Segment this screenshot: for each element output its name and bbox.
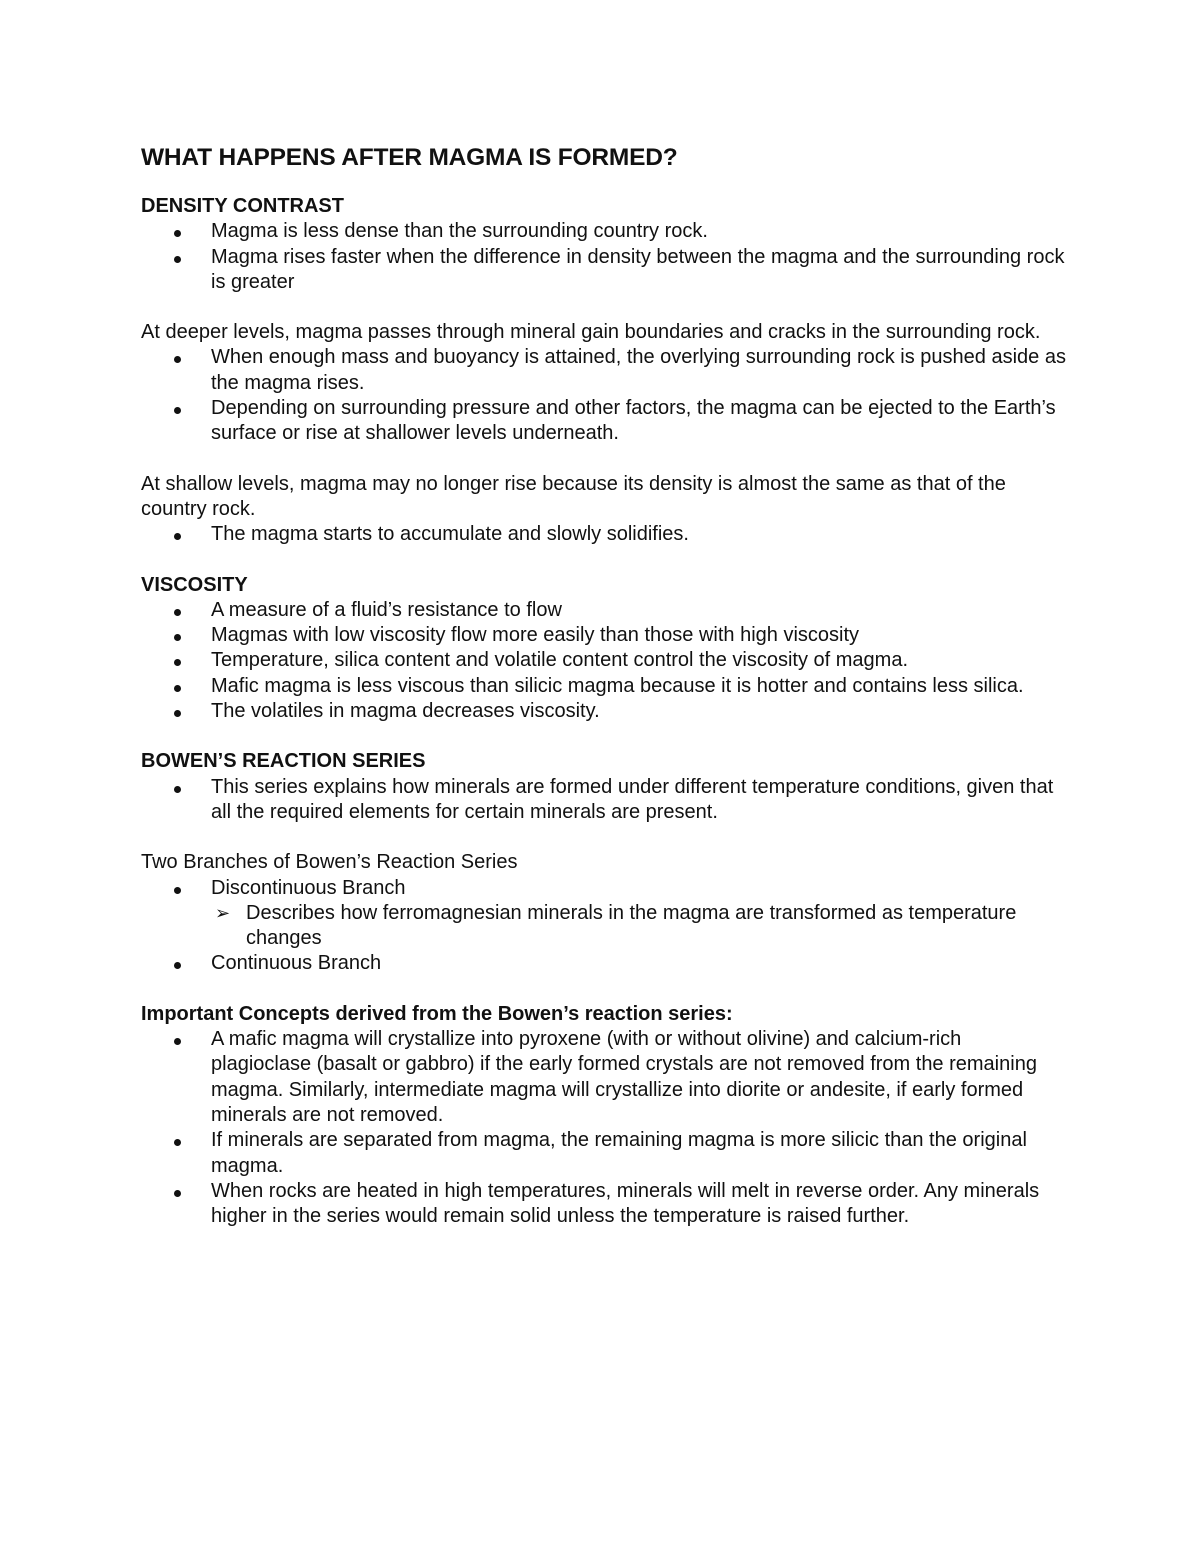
density-contrast-heading: DENSITY CONTRAST: [141, 195, 344, 217]
bowen-bullet-list: [141, 775, 1066, 826]
branches-bullet-list: [141, 876, 1066, 977]
list-item: The volatiles in magma decreases viscosity.: [141, 699, 1066, 724]
bullet-icon: [174, 1038, 181, 1045]
important-concepts-heading: Important Concepts derived from the Bowen’s reaction series:: [141, 1002, 733, 1025]
concepts-bullet-list: [141, 1027, 1066, 1229]
bowens-reaction-series-heading: BOWEN’S REACTION SERIES: [141, 750, 426, 773]
list-item: Mafic magma is less viscous than silicic magma because it is hotter and contains less silica.: [141, 674, 1066, 699]
bullet-icon: [174, 609, 181, 616]
deeper-levels-bullet-list: [141, 345, 1066, 446]
bullet-icon: [174, 230, 181, 237]
density-bullet-list: [141, 219, 1066, 295]
bullet-icon: [174, 407, 181, 414]
bullet-icon: [174, 962, 181, 969]
sub-list-item: ➢ Describes how ferromagnesian minerals in the magma are transformed as temperature changes: [215, 901, 1017, 950]
bullet-icon: [174, 634, 181, 641]
page-title: WHAT HAPPENS AFTER MAGMA IS FORMED?: [141, 144, 678, 171]
viscosity-bullet-list: [141, 598, 1066, 724]
bullet-icon: [174, 356, 181, 363]
list-item: Depending on surrounding pressure and other factors, the magma can be ejected to the Earth’s surface or rise at shallower levels underneath.: [141, 396, 1066, 447]
list-item: A mafic magma will crystallize into pyroxene (with or without olivine) and calcium-rich plagioclase (basalt or gabbro) if the early formed crystals are not removed from the remaining magma. Similarly, intermediate magma will crystallize into diorite or andesite, if early formed minerals are not removed.: [141, 1027, 1066, 1128]
document-page: [141, 140, 1066, 1229]
list-item: Continuous Branch: [141, 951, 1066, 976]
viscosity-heading: VISCOSITY: [141, 573, 248, 596]
bullet-icon: [174, 685, 181, 692]
bullet-icon: [174, 1190, 181, 1197]
list-item: Magmas with low viscosity flow more easily than those with high viscosity: [141, 623, 1066, 648]
bullet-icon: [174, 710, 181, 717]
bullet-icon: [174, 786, 181, 793]
bullet-icon: [174, 887, 181, 894]
list-item: Discontinuous Branch ➢ Describes how ferromagnesian minerals in the magma are transformed as temperature changes: [141, 876, 1066, 952]
bullet-icon: [174, 256, 181, 263]
list-item: Temperature, silica content and volatile content control the viscosity of magma.: [141, 648, 1066, 673]
list-item: Magma is less dense than the surrounding country rock.: [141, 219, 1066, 244]
bullet-icon: [174, 1139, 181, 1146]
list-item: When enough mass and buoyancy is attained, the overlying surrounding rock is pushed aside as the magma rises.: [141, 345, 1066, 396]
deeper-levels-paragraph: At deeper levels, magma passes through mineral gain boundaries and cracks in the surrounding rock.: [141, 321, 1041, 344]
list-item: When rocks are heated in high temperatures, minerals will melt in reverse order. Any minerals higher in the series would remain solid unless the temperature is raised further.: [141, 1179, 1066, 1230]
two-branches-paragraph: Two Branches of Bowen’s Reaction Series: [141, 851, 518, 874]
shallow-levels-paragraph: At shallow levels, magma may no longer rise because its density is almost the same as that of the country rock.: [141, 472, 1006, 520]
list-item: A measure of a fluid’s resistance to flow: [141, 598, 1066, 623]
list-item: The magma starts to accumulate and slowly solidifies.: [141, 522, 1066, 547]
list-item: If minerals are separated from magma, the remaining magma is more silicic than the original magma.: [141, 1128, 1066, 1179]
discontinuous-sub-list: [211, 901, 1066, 952]
bullet-icon: [174, 533, 181, 540]
shallow-levels-bullet-list: [141, 522, 1066, 547]
list-item: Magma rises faster when the difference in density between the magma and the surrounding rock is greater: [141, 245, 1066, 296]
list-item: This series explains how minerals are formed under different temperature conditions, given that all the required elements for certain minerals are present.: [141, 775, 1066, 826]
arrow-bullet-icon: ➢: [215, 902, 231, 923]
bullet-icon: [174, 659, 181, 666]
